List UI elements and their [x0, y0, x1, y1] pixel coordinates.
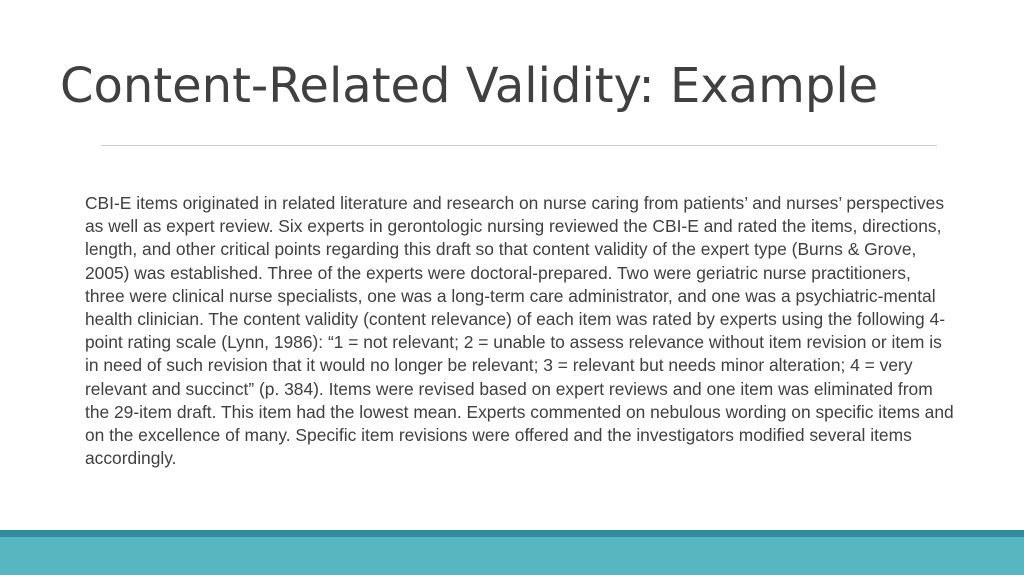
slide-title: Content-Related Validity: Example [60, 58, 879, 114]
footer-accent-bar [0, 530, 1024, 537]
footer-bar [0, 537, 1024, 575]
title-divider [101, 145, 937, 146]
slide-body-text: CBI-E items originated in related literature and research on nurse caring from patients’ and nurses’ perspectives as well as expert review. Six experts in gerontologic nursing reviewed the CBI-E and rated the items, directions, length, and other critical points regarding this draft so that content validity of the expert type (Burns & Grove, 2005) was established. Three of the experts were doctoral-prepared. Two were geriatric nurse practitioners, three were clinical nurse specialists, one was a long-term care administrator, and one was a psychiatric-mental health clinician. The content validity (content relevance) of each item was rated by experts using the following 4-point rating scale (Lynn, 1986): “1 = not relevant; 2 = unable to assess relevance without item revision or item is in need of such revision that it would no longer be relevant; 3 = relevant but needs minor alteration; 4 = very relevant and succinct” (p. 384). Items were revised based on expert reviews and one item was eliminated from the 29-item draft. This item had the lowest mean. Experts commented on nebulous wording on specific items and on the excellence of many. Specific item revisions were offered and the investigators modified several items accordingly. [85, 193, 954, 469]
